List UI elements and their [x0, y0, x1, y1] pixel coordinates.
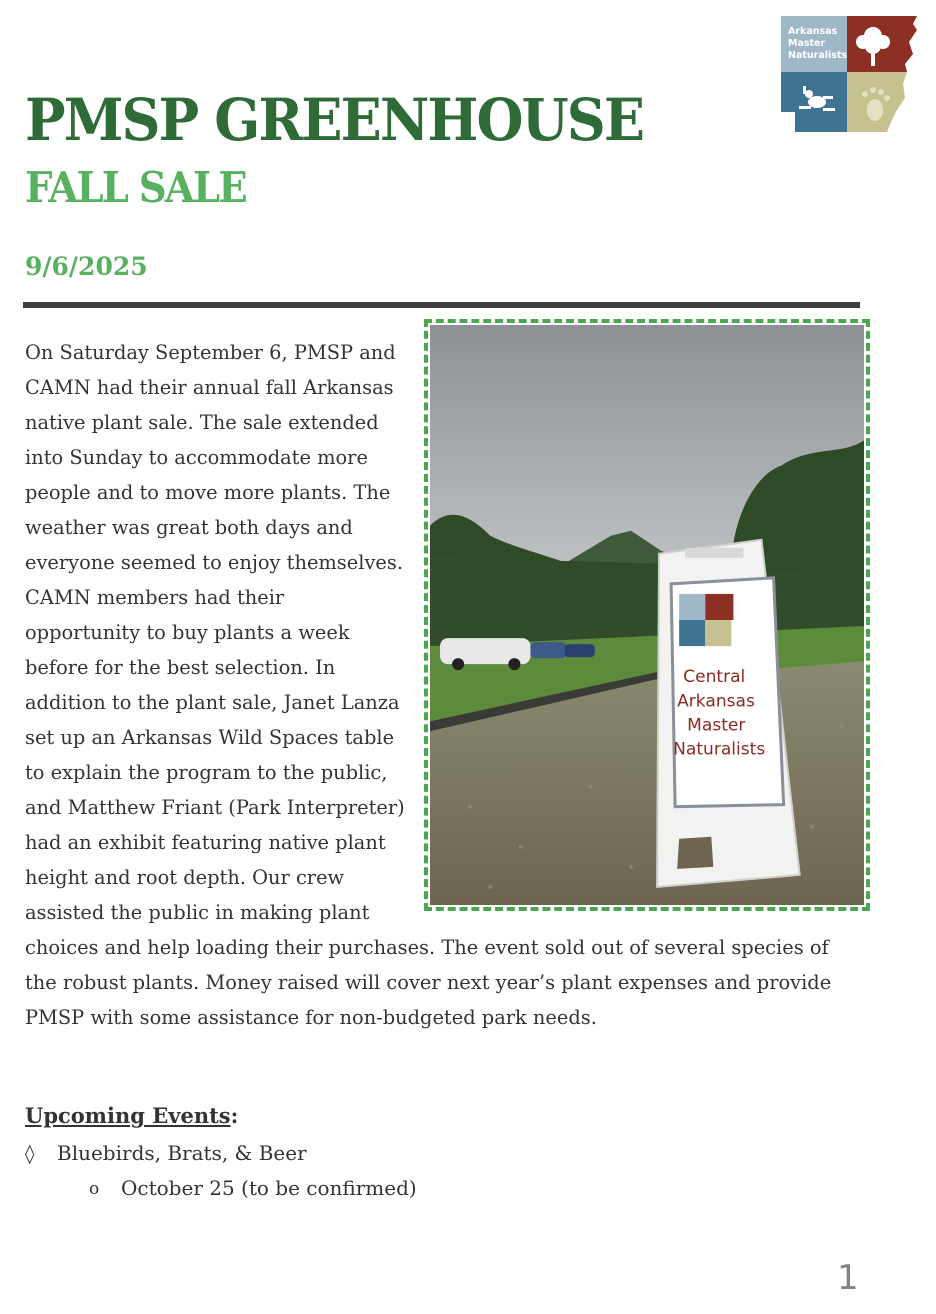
event-item: Bluebirds, Brats, & Beer [57, 1141, 307, 1165]
events-heading-colon: : [230, 1103, 239, 1128]
logo-text-2: Master [788, 38, 826, 49]
article-body [25, 335, 845, 1035]
header-divider [23, 302, 860, 308]
sign-text-2: Arkansas [677, 691, 755, 712]
arkansas-master-naturalists-logo [779, 14, 919, 134]
article-paragraph: On Saturday September 6, PMSP and CAMN had their annual fall Arkansas native plant sale. The sale extended into Sunday to accommodate more people and to move more plants. The weather was great both days and everyone seemed to enjoy themselves. CAMN members had their opportunity to buy plants a week before for the best selection. In addition to the plant sale, Janet Lanza set up an Arkansas Wild Spaces table to explain the program to the public, and Matthew Friant (Park Interpreter) had an exhibit featuring native plant height and root depth. Our crew assisted the public in making plant choices and help loading their purchases. The event sold out of several species of the robust plants. Money raised will cover next year’s plant expenses and provide PMSP with some assistance for non-budgeted park needs. [25, 341, 832, 1029]
sign-text-3: Master [687, 715, 746, 736]
circle-bullet-icon: o [89, 1179, 100, 1199]
sign-text-4: Naturalists [673, 739, 766, 760]
page-number: 1 [837, 1258, 859, 1298]
logo-text-1: Arkansas [788, 26, 838, 37]
page-subtitle: FALL SALE [25, 163, 246, 212]
page-title: PMSP GREENHOUSE [25, 86, 644, 154]
sign-text-1: Central [683, 667, 746, 688]
events-heading-label: Upcoming Events [25, 1103, 231, 1128]
events-heading [25, 1103, 238, 1128]
diamond-bullet-icon: ◊ [25, 1143, 35, 1165]
logo-text-3: Naturalists [788, 50, 848, 61]
article-date: 9/6/2025 [25, 252, 148, 281]
photo-wrap-spacer [405, 335, 845, 913]
event-date: October 25 (to be confirmed) [121, 1176, 417, 1200]
